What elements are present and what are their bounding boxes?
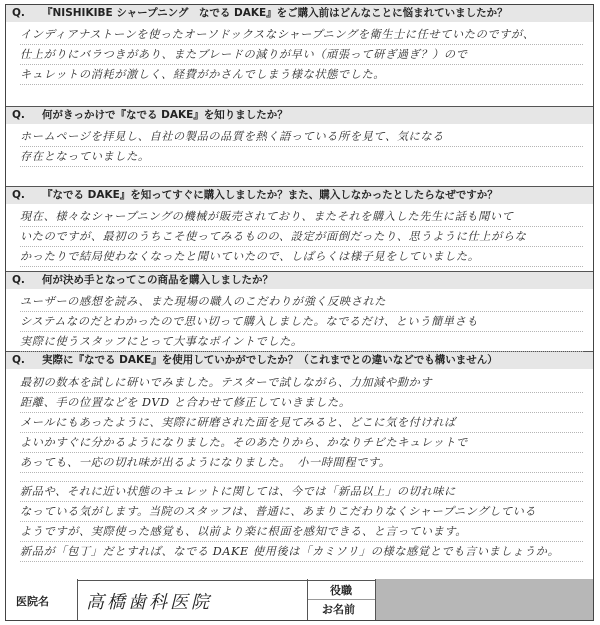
question-header	[6, 352, 593, 369]
question-header	[6, 107, 593, 124]
questionnaire-sheet	[5, 4, 594, 621]
answer-line: 仕上がりにバラつきがあり、またブレードの減りが早い（頑張って研ぎ過ぎ？）ので	[20, 45, 583, 65]
question-text: 実際に『なでる DAKE』を使用していかがでしたか？（これまでとの違いなどでも構いません）	[42, 354, 498, 366]
answer-text	[20, 292, 583, 352]
answer-line: 実際に使うスタッフにとって大事なポイントでした。	[20, 332, 583, 352]
question-section-3	[6, 187, 593, 272]
question-section-5	[6, 352, 593, 581]
answer-line: メールにもあったように、実際に研磨された面を見てみると、どこに気を付ければ	[20, 413, 583, 433]
name-label: お名前	[322, 603, 355, 616]
answer-line: いたのですが、最初のうちこそ使ってみるものの、設定が面倒だったり、思うように仕上がらな	[20, 227, 583, 247]
question-section-2	[6, 107, 593, 187]
answer-line: よいかすぐに分かるようになりました。そのあたりから、かなりチビたキュレットで	[20, 433, 583, 453]
question-mark: Q.	[12, 354, 25, 366]
answer-line	[20, 473, 583, 482]
signature-row	[6, 579, 593, 620]
question-section-4	[6, 272, 593, 352]
question-text: 『NISHIKIBE シャープニング なでる DAKE』をご購入前はどんなことに悩まれていましたか？	[42, 7, 508, 19]
clinic-name: 高橋歯科医院	[86, 592, 212, 613]
role-name-label-cell	[308, 579, 376, 620]
question-text: 何がきっかけで『なでる DAKE』を知りましたか？	[42, 109, 288, 121]
question-text: 『なでる DAKE』を知ってすぐに購入しましたか？また、購入しなかったとしたらなぜですか？	[42, 189, 498, 201]
answer-line: キュレットの消耗が激しく、経費がかさんでしまう様な状態でした。	[20, 65, 583, 85]
clinic-name-cell	[78, 579, 308, 620]
answer-line: 最初の数本を試しに研いでみました。テスターで試しながら、力加減や動かす	[20, 373, 583, 393]
answer-text	[20, 127, 583, 167]
question-mark: Q.	[12, 7, 25, 19]
answer-line: インディアナストーンを使ったオーソドックスなシャープニングを衛生士に任せていたのですが、	[20, 25, 583, 45]
answer-line: 新品や、それに近い状態のキュレットに関しては、今では「新品以上」の切れ味に	[20, 482, 583, 502]
question-mark: Q.	[12, 109, 25, 121]
clinic-label: 医院名	[16, 595, 49, 608]
answer-line: 新品が「包丁」だとすれば、なでる DAKE 使用後は「カミソリ」の様な感覚とでも言いましょうか。	[20, 542, 583, 562]
answer-line: ようですが、実際使った感覚も、以前より楽に根面を感知できる、と言っています。	[20, 522, 583, 542]
answer-line: かったりで結局使わなくなったと聞いていたので、しばらくは様子見をしていました。	[20, 247, 583, 267]
role-name-value-cell	[376, 579, 593, 620]
answer-line: 距離、手の位置などを DVD と合わせて修正していきました。	[20, 393, 583, 413]
label-divider	[308, 599, 375, 600]
answer-text	[20, 25, 583, 85]
answer-line: なっている気がします。当院のスタッフは、普通に、あまりこだわりなくシャープニングしている	[20, 502, 583, 522]
question-mark: Q.	[12, 189, 25, 201]
question-section-1	[6, 5, 593, 107]
answer-line: ユーザーの感想を読み、また現場の職人のこだわりが強く反映された	[20, 292, 583, 312]
answer-line: システムなのだとわかったので思い切って購入しました。なでるだけ、という簡単さも	[20, 312, 583, 332]
role-label: 役職	[330, 584, 352, 597]
answer-text	[20, 373, 583, 562]
answer-text	[20, 207, 583, 267]
question-header	[6, 5, 593, 22]
clinic-label-cell	[6, 579, 78, 620]
answer-line: 現在、様々なシャープニングの機械が販売されており、またそれを購入した先生に話も聞いて	[20, 207, 583, 227]
question-header	[6, 187, 593, 204]
answer-line: あっても、一応の切れ味が出るようになりました。 小一時間程です。	[20, 453, 583, 473]
answer-line: ホームページを拝見し、自社の製品の品質を熱く語っている所を見て、気になる	[20, 127, 583, 147]
question-header	[6, 272, 593, 289]
question-text: 何が決め手となってこの商品を購入しましたか？	[42, 274, 273, 286]
answer-line: 存在となっていました。	[20, 147, 583, 167]
question-mark: Q.	[12, 274, 25, 286]
